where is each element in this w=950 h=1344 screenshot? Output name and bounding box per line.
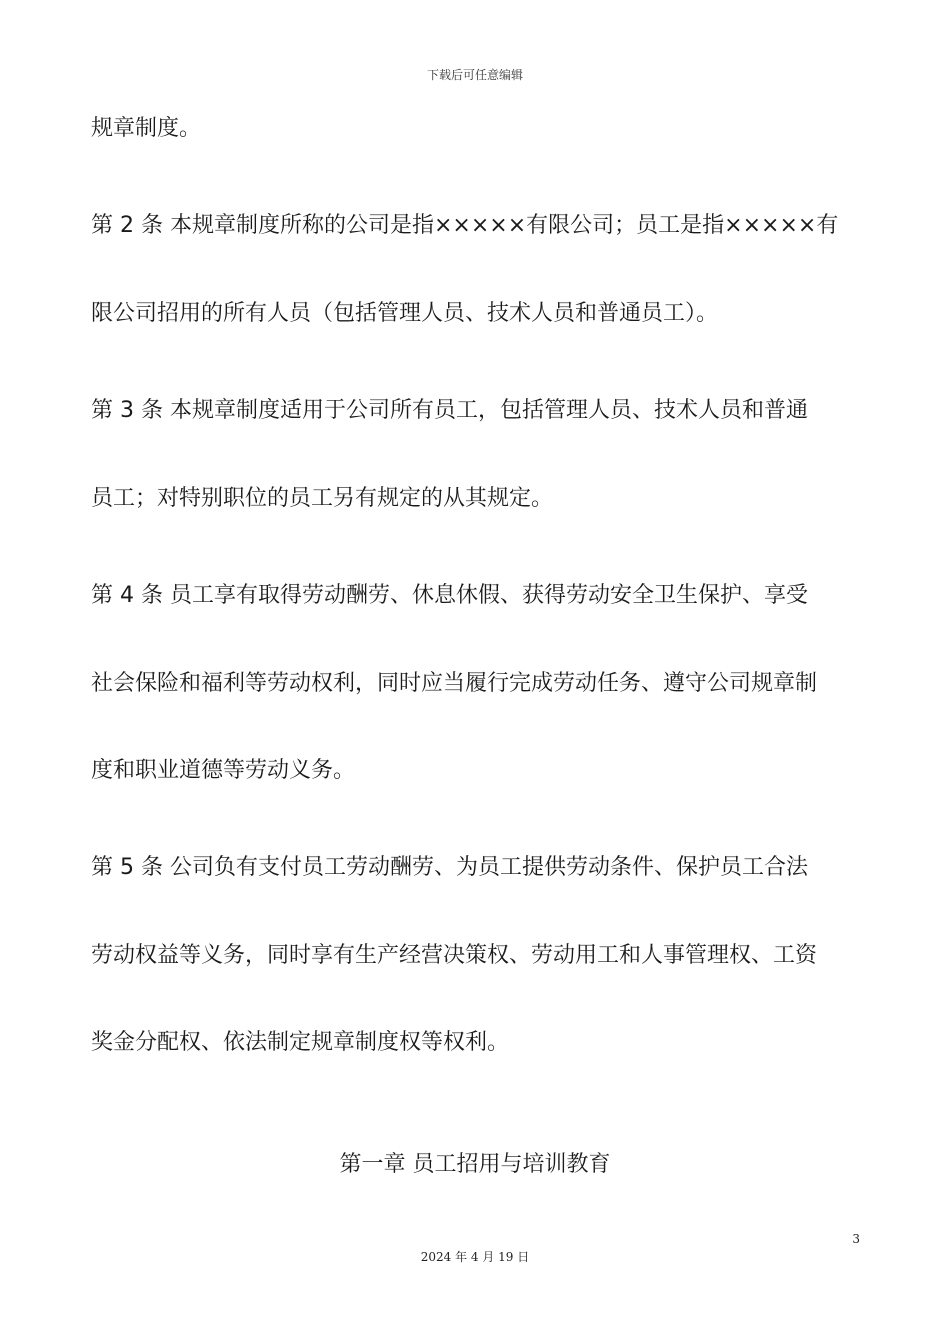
header-note: 下载后可任意编辑: [426, 68, 523, 82]
footer-date: 2024 年 4 月 19 日: [420, 1250, 530, 1264]
body-line: 第 4 条 员工享有取得劳动酬劳、休息休假、获得劳动安全卫生保护、享受: [91, 583, 808, 608]
chapter-title: 第一章 员工招用与培训教育: [339, 1152, 611, 1177]
page-number: 3: [852, 1232, 860, 1246]
body-line: 员工；对特别职位的员工另有规定的从其规定。: [91, 486, 554, 511]
body-line: 奖金分配权、依法制定规章制度权等权利。: [91, 1030, 510, 1055]
body-line: 度和职业道德等劳动义务。: [91, 758, 356, 783]
body-line: 第 2 条 本规章制度所称的公司是指×××××有限公司；员工是指×××××有: [91, 213, 839, 238]
body-line: 限公司招用的所有人员（包括管理人员、技术人员和普通员工）。: [91, 301, 719, 326]
body-line: 社会保险和福利等劳动权利，同时应当履行完成劳动任务、遵守公司规章制: [91, 671, 818, 696]
body-line: 劳动权益等义务，同时享有生产经营决策权、劳动用工和人事管理权、工资: [91, 943, 818, 968]
body-line: 规章制度。: [91, 116, 202, 141]
body-line: 第 5 条 公司负有支付员工劳动酬劳、为员工提供劳动条件、保护员工合法: [91, 855, 808, 880]
body-line: 第 3 条 本规章制度适用于公司所有员工，包括管理人员、技术人员和普通: [91, 398, 808, 423]
